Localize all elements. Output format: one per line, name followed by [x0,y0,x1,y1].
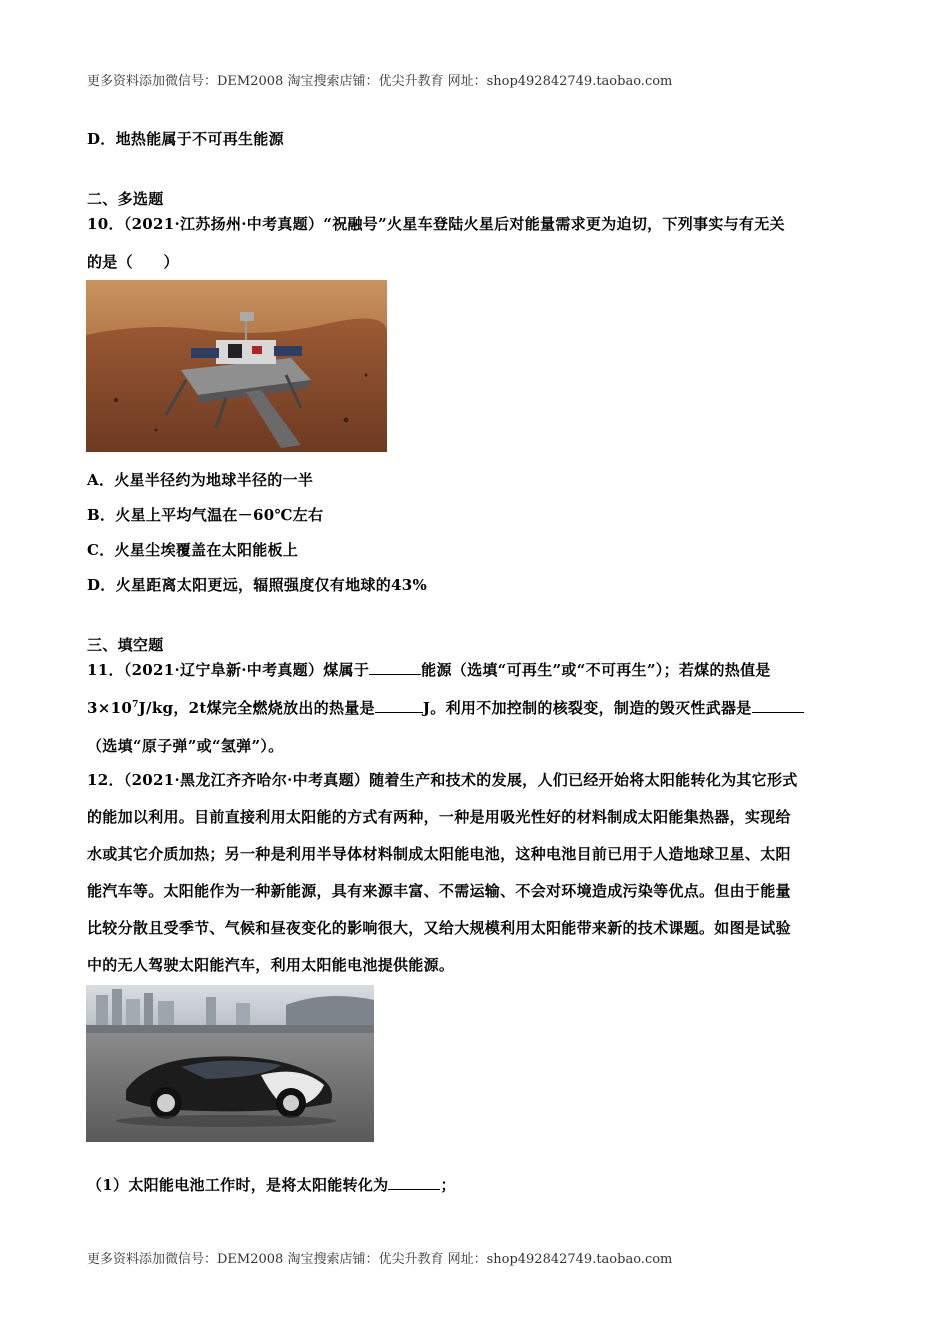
question-10-option-a: A．火星半径约为地球半径的一半 [87,471,314,489]
question-12-line-4: 能汽车等。太阳能作为一种新能源，具有来源丰富、不需运输、不会对环境造成污染等优点。但由于能量 [87,882,791,900]
page-footer: 更多资料添加微信号：DEM2008 淘宝搜索店铺：优尖升教育 网址：shop492842749.taobao.com [87,1252,673,1267]
sub-question-end: ； [440,1176,456,1194]
question-11-text-c: 3×10 [87,699,133,717]
sub-question-text: （1）太阳能电池工作时，是将太阳能转化为 [87,1176,389,1194]
question-12-line-1: 12．（2021·黑龙江齐齐哈尔·中考真题）随着生产和技术的发展，人们已经开始将太阳能转化为其它形式 [87,771,798,789]
question-11-text-a: 11．（2021·辽宁阜新·中考真题）煤属于 [87,661,370,679]
answer-blank [375,700,423,713]
question-12-line-2: 的能加以利用。目前直接利用太阳能的方式有两种，一种是用吸光性好的材料制成太阳能集热器，实现给 [87,808,791,826]
question-11-line-3: （选填“原子弹”或“氢弹”）。 [87,737,284,755]
question-12-line-6: 中的无人驾驶太阳能汽车，利用太阳能电池提供能源。 [87,956,455,974]
question-10-line-2: 的是（ ） [87,253,179,271]
question-11-text-b: 能源（选填“可再生”或“不可再生”）；若煤的热值是 [421,661,771,679]
answer-blank [388,1177,440,1190]
section-title-multi: 二、多选题 [87,190,164,208]
solar-car-image [86,985,374,1142]
question-10-option-b: B．火星上平均气温在－60℃左右 [87,506,324,524]
question-11-text-e: J。利用不加控制的核裂变，制造的毁灭性武器是 [422,699,752,717]
question-12-line-3: 水或其它介质加热；另一种是利用半导体材料制成太阳能电池，这种电池目前已用于人造地球卫星、太阳 [87,845,791,863]
mars-rover-image [86,280,387,452]
question-12-sub-1 [87,1174,456,1195]
question-12-line-5: 比较分散且受季节、气候和昼夜变化的影响很大，又给大规模利用太阳能带来新的技术课题。如图是试验 [87,919,791,937]
answer-blank [369,662,421,675]
page-header: 更多资料添加微信号：DEM2008 淘宝搜索店铺：优尖升教育 网址：shop492842749.taobao.com [87,74,673,89]
prev-option-d: D．地热能属于不可再生能源 [87,130,284,148]
question-11-line-1 [87,659,771,680]
exponent: 7 [132,700,139,710]
answer-blank [752,700,804,713]
question-10-option-d: D．火星距离太阳更远，辐照强度仅有地球的43% [87,576,428,594]
section-title-fill: 三、填空题 [87,636,164,654]
question-11-text-d: J/kg，2t煤完全燃烧放出的热量是 [138,699,375,717]
question-11-line-2 [87,697,804,718]
question-10-line-1: 10．（2021·江苏扬州·中考真题）“祝融号”火星车登陆火星后对能量需求更为迫切，下列事实与有无关 [87,215,785,233]
question-10-option-c: C．火星尘埃覆盖在太阳能板上 [87,541,299,559]
